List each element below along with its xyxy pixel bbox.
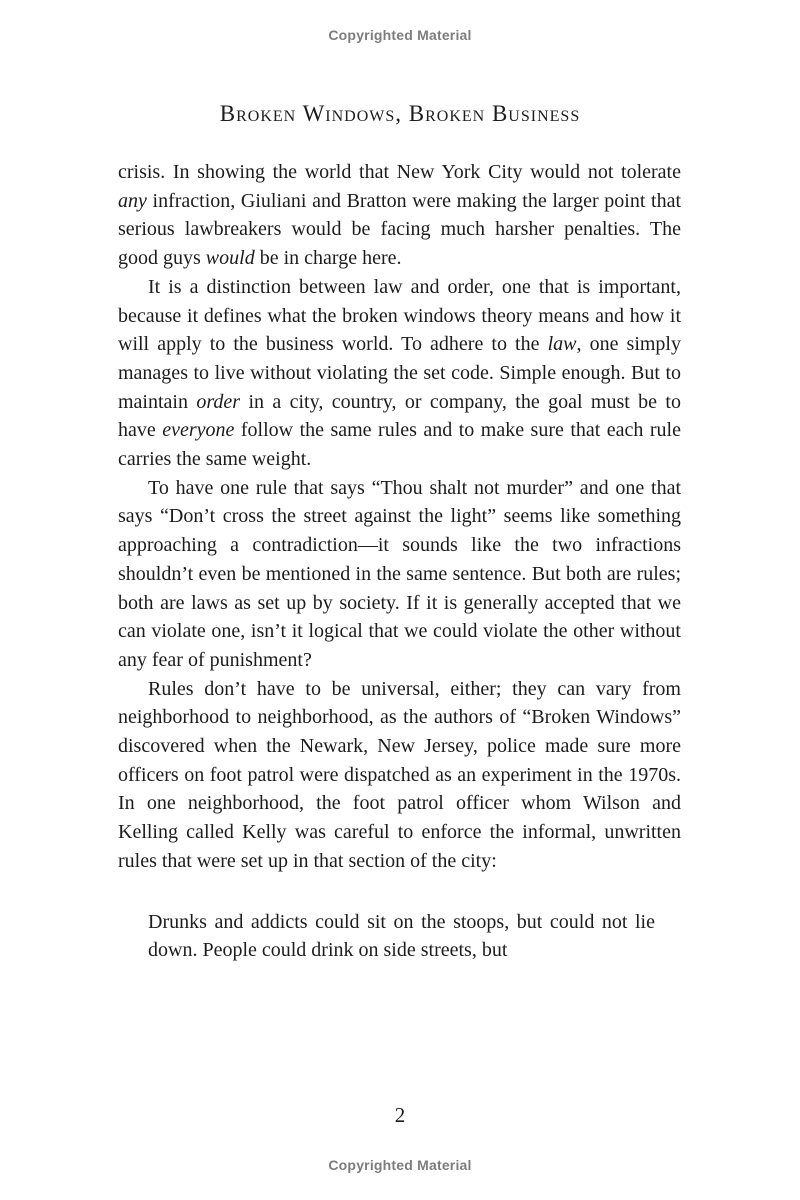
paragraph-4: [118, 675, 681, 876]
text-segment: in a city, country, or company, the goal must be to have: [118, 390, 681, 442]
italic-text: everyone: [162, 419, 235, 442]
text-segment: , one simply manages to live without violating the set code. Simple enough. But to maintain: [118, 333, 681, 413]
paragraph-2: [118, 273, 681, 474]
italic-text: law: [547, 333, 577, 356]
text-segment: infraction, Giuliani and Bratton were making the larger point that serious lawbreakers would be facing much harsher penalties. The good guys: [118, 189, 681, 270]
body-text: [118, 158, 681, 965]
text-segment: be in charge here.: [254, 247, 402, 270]
paragraph-3: [118, 474, 681, 675]
copyright-notice-top: Copyrighted Material: [328, 27, 472, 43]
block-quote: [148, 908, 655, 965]
running-head: Broken Windows, Broken Business: [219, 101, 581, 126]
text-segment: crisis. In showing the world that New York City would not tolerate: [118, 161, 681, 183]
italic-text: would: [205, 247, 255, 270]
paragraph-1: [118, 158, 681, 273]
text-segment: Rules don’t have to be universal, either; they can vary from neighborhood to neighborhood, as the authors of “Broken Windows” discovered when the Newark, New Jersey, police made sure more officers on foot patrol were dispatched as an experiment in the 1970s. In one neighborhood, the foot patrol officer whom Wilson and Kelling called Kelly was careful to enforce the informal, unwritten rules that were set up in that section of the city:: [118, 677, 681, 872]
text-segment: It is a distinction between law and order, one that is important, because it defines what the broken windows theory means and how it will apply to the business world. To adhere to the: [118, 275, 681, 356]
text-segment: follow the same rules and to make sure that each rule carries the same weight.: [118, 419, 681, 471]
page-number: 2: [394, 1103, 406, 1127]
copyright-notice-bottom: Copyrighted Material: [328, 1157, 472, 1173]
text-segment: To have one rule that says “Thou shalt not murder” and one that says “Don’t cross the street against the light” seems like something approaching a contradiction—it sounds like the two infractions shouldn’t even be mentioned in the same sentence. But both are rules; both are laws as set up by society. If it is generally accepted that we can violate one, isn’t it logical that we could violate the other without any fear of punishment?: [118, 476, 681, 671]
italic-text: order: [196, 390, 241, 413]
italic-text: any: [118, 189, 147, 212]
text-segment: Drunks and addicts could sit on the stoops, but could not lie down. People could drink on side streets, but: [148, 910, 655, 962]
